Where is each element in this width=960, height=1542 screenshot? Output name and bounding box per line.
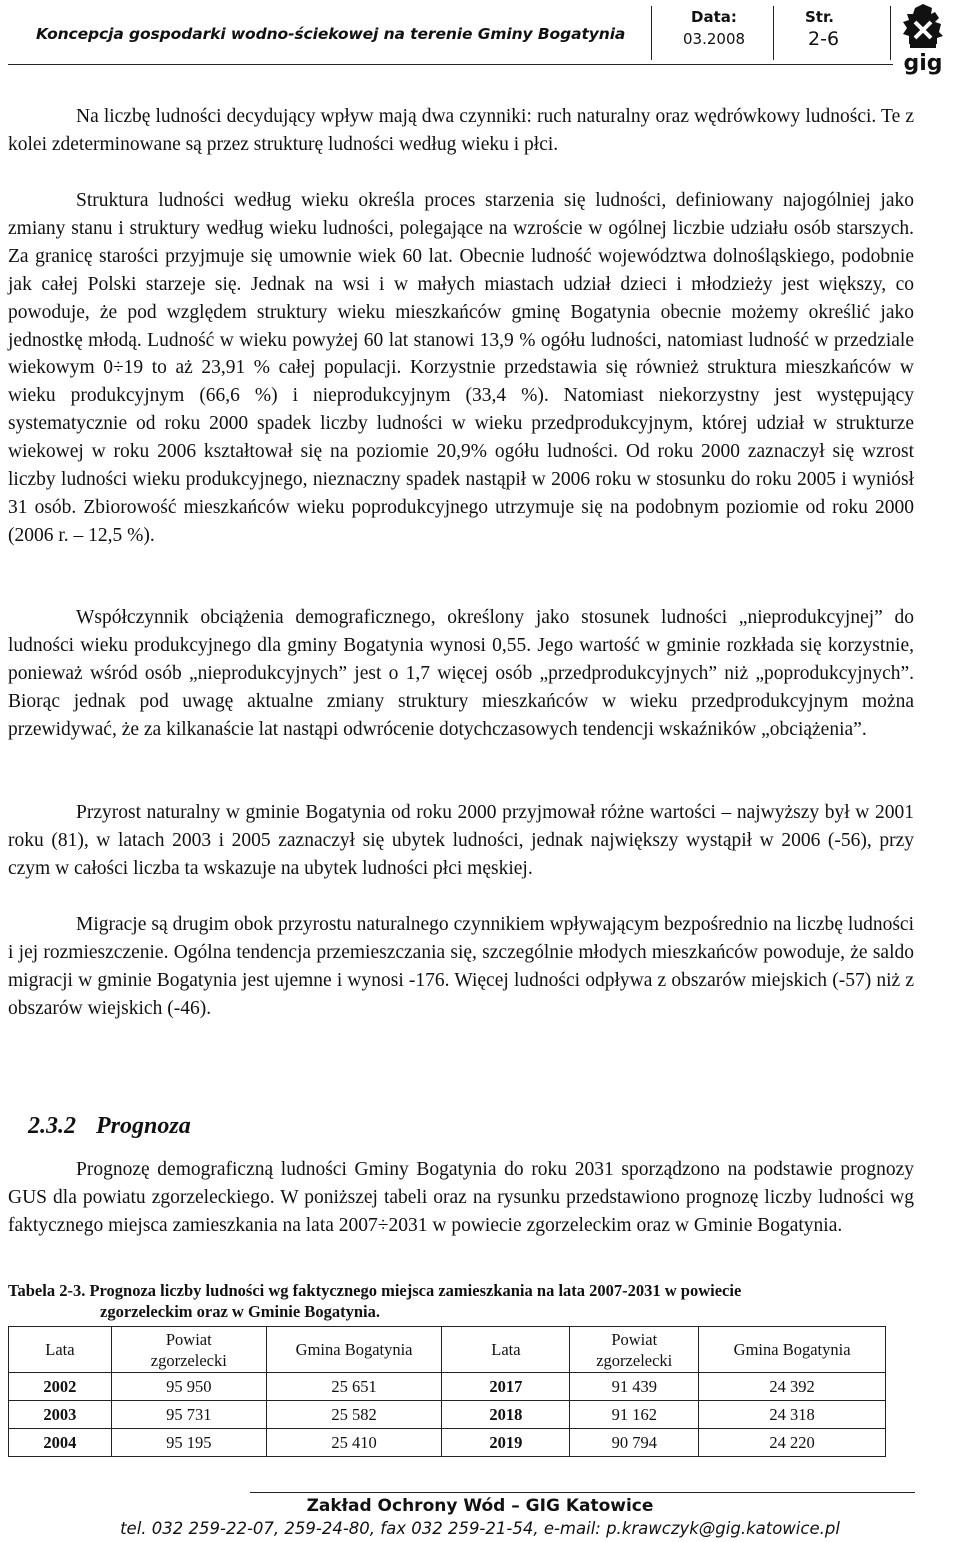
cell-gmina: 24 318 [699,1401,886,1429]
table-caption-line2: zgorzeleckim oraz w Gminie Bogatynia. [100,1302,380,1321]
header-powiat: Powiat zgorzelecki [570,1327,699,1373]
paragraph-natural-growth: Przyrost naturalny w gminie Bogatynia od roku 2000 przyjmował różne wartości – najwyższy był w 2001 roku (81), w latach 2003 i 2005 zaznaczył się ubytek ludności, jednak największy wystąpił w 2006 (-56), przy czym w całości liczba ta wskazuje na ubytek ludności płci męskiej. [8,802,914,879]
footer-rule [250,1492,915,1493]
paragraph-age-structure: Struktura ludności według wieku określa proces starzenia się ludności, definiowany najogólniej jako zmiany stanu i struktury według wieku ludności, polegające na wzroście w ogólnej liczbie udziału osób starszych. Za granicę starości przyjmuje się umownie wiek 60 lat. Obecnie ludność województwa dolnośląskiego, podobnie jak całej Polski starzeje się. Jednak na wsi i w małych miastach udział dzieci i młodzieży jest większy, co powoduje, że pod względem struktury wieku mieszkańców gminę Bogatynia obecnie możemy określić jako jednostkę młodą. Ludność w wieku powyżej 60 lat stanowi 13,9 % ogółu ludności, natomiast ludność w przedziale wiekowym 0÷19 to aż 23,91 % całej populacji. Korzystnie przedstawia się również struktura mieszkańców w wieku produkcyjnym (66,6 %) i nieprodukcyjnym (33,4 %). Natomiast niekorzystny jest występujący systematycznie od roku 2000 spadek liczby ludności w wieku przedprodukcyjnym, której udział w strukturze wiekowej w roku 2006 kształtował się na poziomie 20,9% ogółu ludności. Od roku 2000 zaznaczył się wzrost liczby ludności wieku produkcyjnego, nieznaczny spadek nastąpił w 2006 roku w stosunku do roku 2005 i wyniósł 31 osób. Zbiorowość mieszkańców wieku poprodukcyjnego utrzymuje się na podobnym poziomie od roku 2000 (2006 r. – 12,5 %). [8,190,914,546]
cell-gmina: 24 220 [699,1429,886,1457]
cell-powiat: 91 162 [570,1401,699,1429]
cell-year: 2002 [9,1373,112,1401]
page-number: 2-6 [808,28,840,50]
cell-powiat: 91 439 [570,1373,699,1401]
cell-year: 2004 [9,1429,112,1457]
cell-gmina: 24 392 [699,1373,886,1401]
table-header-row [9,1327,886,1373]
paragraph-forecast: Prognozę demograficzną ludności Gminy Bogatynia do roku 2031 sporządzono na podstawie prognozy GUS dla powiatu zgorzeleckiego. W poniższej tabeli oraz na rysunku przedstawiono prognozę liczby ludności wg faktycznego miejsca zamieszkania na lata 2007÷2031 w powiecie zgorzeleckim oraz w Gminie Bogatynia. [8,1159,914,1236]
header-powiat: Powiat zgorzelecki [111,1327,266,1373]
cell-year: 2003 [9,1401,112,1429]
header-divider [773,6,774,60]
gig-logo [893,0,953,78]
section-number: 2.3.2 [28,1113,76,1139]
cell-powiat: 95 731 [111,1401,266,1429]
page-label: Str. [805,8,834,26]
table-caption [8,1280,918,1322]
paragraph-intro: Na liczbę ludności decydujący wpływ mają dwa czynniki: ruch naturalny oraz wędrówkowy ludności. Te z kolei zdeterminowane są przez strukturę ludności według wieku i płci. [8,106,914,155]
footer-contact: tel. 032 259-22-07, 259-24-80, fax 032 259-21-54, e-mail: p.krawczyk@gig.katowice.pl [120,1519,840,1538]
cell-powiat: 95 950 [111,1373,266,1401]
cell-year: 2017 [442,1373,570,1401]
header-divider [651,6,652,60]
table-row [9,1401,886,1429]
header-rule [8,64,893,65]
table-row [9,1373,886,1401]
cell-powiat: 95 195 [111,1429,266,1457]
document-title: Koncepcja gospodarki wodno-ściekowej na terenie Gminy Bogatynia [36,25,626,43]
date-value: 03.2008 [683,30,746,48]
cell-year: 2018 [442,1401,570,1429]
population-forecast-table [8,1326,886,1457]
cell-gmina: 25 410 [266,1429,442,1457]
table-caption-line1: Tabela 2-3. Prognoza liczby ludności wg faktycznego miejsca zamieszkania na lata 2007-2031 w powiecie [8,1281,742,1300]
page-header [8,0,952,68]
cell-year: 2019 [442,1429,570,1457]
cell-gmina: 25 582 [266,1401,442,1429]
date-label: Data: [691,8,737,26]
header-gmina: Gmina Bogatynia [699,1327,886,1373]
paragraph-dependency-ratio: Współczynnik obciążenia demograficznego, określony jako stosunek ludności „nieprodukcyjnej” do ludności wieku produkcyjnego dla gminy Bogatynia wynosi 0,55. Jego wartość w gminie rozkłada się korzystnie, ponieważ wśród osób „nieprodukcyjnych” jest o 1,7 więcej osób „przedprodukcyjnych” niż „poprodukcyjnych”. Biorąc jednak pod uwagę aktualne zmiany struktury mieszkańców w wieku przedprodukcyjnym można przewidywać, że za kilkanaście lat nastąpi odwrócenie dotychczasowych tendencji wskaźników „obciążenia”. [8,607,914,740]
header-gmina: Gmina Bogatynia [266,1327,442,1373]
header-divider [890,6,891,60]
section-heading [28,1113,191,1140]
cell-gmina: 25 651 [266,1373,442,1401]
footer-institution: Zakład Ochrony Wód – GIG Katowice [306,1496,654,1516]
section-title: Prognoza [96,1113,191,1139]
cell-powiat: 90 794 [570,1429,699,1457]
table-row [9,1429,886,1457]
header-year: Lata [9,1327,112,1373]
paragraph-migration: Migracje są drugim obok przyrostu naturalnego czynnikiem wpływającym bezpośrednio na liczbę ludności i jej rozmieszczenie. Ogólna tendencja przemieszczania się, szczególnie młodych mieszkańców powoduje, że saldo migracji w gminie Bogatynia jest ujemne i wynosi -176. Więcej ludności odpływa z obszarów miejskich (-57) niż z obszarów wiejskich (-46). [8,914,914,1019]
logo-text: gig [903,51,943,76]
header-year: Lata [442,1327,570,1373]
